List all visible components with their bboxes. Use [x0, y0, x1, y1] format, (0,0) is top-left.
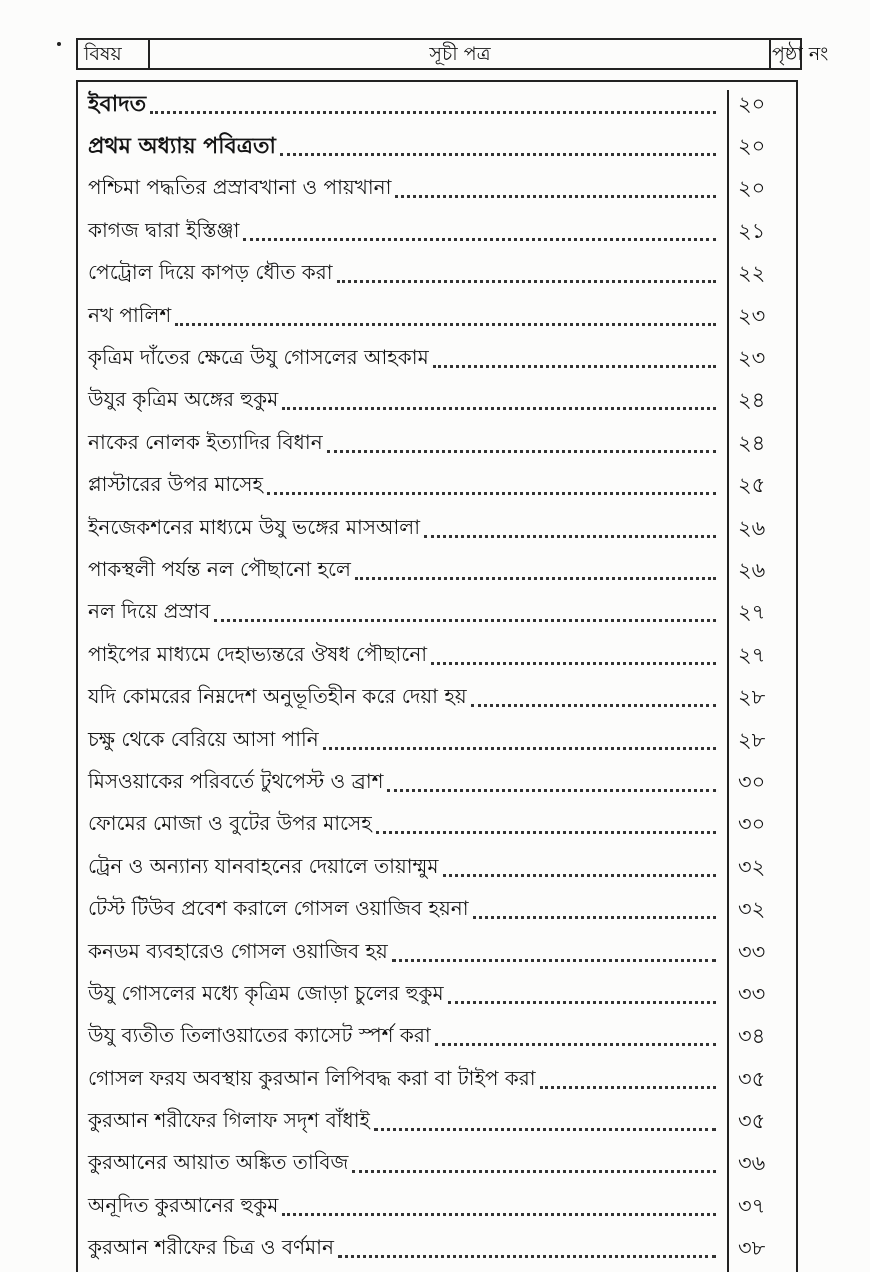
toc-entry: [88, 254, 798, 296]
toc-entry-page-number: ২০: [738, 91, 766, 116]
toc-entry-page-number: ২৪: [738, 388, 766, 413]
toc-entry-page-number: ৩৩: [738, 939, 766, 964]
toc-entry-page-number: ২৬: [738, 515, 766, 540]
toc-entry-title: অনূদিত কুরআনের হুকুম: [88, 1192, 279, 1217]
toc-entry-title-zone: [88, 809, 728, 842]
toc-entry-title: টেস্ট টিউব প্রবেশ করালে গোসল ওয়াজিব হয়না: [88, 896, 469, 921]
toc-entry: [88, 508, 798, 550]
toc-entry: [88, 550, 798, 592]
dot-leader: [267, 482, 716, 495]
toc-entry-page-number: ৩৩: [738, 981, 766, 1006]
toc-entry-title-zone: [88, 301, 728, 334]
toc-entry-title: পেট্রোল দিয়ে কাপড় ধৌত করা: [88, 260, 333, 285]
toc-entry-title-zone: [88, 1233, 728, 1266]
toc-entry: [88, 381, 798, 423]
toc-entry: [88, 1186, 798, 1228]
toc-entry-title-zone: [88, 1064, 728, 1097]
dot-leader: [471, 694, 716, 707]
toc-entry-title: নখ পালিশ: [88, 302, 172, 327]
dot-leader: [243, 228, 716, 241]
toc-entry-title-zone: [88, 87, 728, 124]
toc-entry-title: প্লাস্টারের উপর মাসেহ: [88, 472, 263, 497]
toc-entry-title: উযু গোসলের মধ্যে কৃত্রিম জোড়া চুলের হুকুম: [88, 980, 444, 1005]
toc-entry: [88, 932, 798, 974]
toc-entry: [88, 1101, 798, 1143]
toc-entry: [88, 126, 798, 168]
toc-entry-page-number: ৩৪: [738, 1024, 766, 1049]
dot-leader: [175, 313, 716, 326]
dot-leader: [355, 567, 716, 580]
toc-entry-title: মিসওয়াকের পরিবর্তে টুথপেস্ট ও ব্রাশ: [88, 768, 384, 793]
toc-entry: [88, 974, 798, 1016]
toc-entry: [88, 720, 798, 762]
toc-entry: [88, 1229, 798, 1271]
toc-entry-page-number: ২৮: [738, 727, 766, 752]
toc-entry-title: ইবাদত: [88, 91, 147, 117]
toc-entry-title-zone: [88, 470, 728, 503]
header-title: সূচী পত্র: [429, 43, 491, 65]
dot-leader: [473, 906, 716, 919]
margin-mark: [57, 42, 61, 46]
dot-leader: [392, 949, 716, 962]
dot-leader: [433, 355, 716, 368]
toc-entry-page-number: ২০: [738, 176, 766, 201]
header-subject-label: বিষয়: [84, 43, 122, 65]
header-page-label: পৃষ্ঠা নং: [772, 43, 829, 65]
toc-entry-title: গোসল ফরয অবস্থায় কুরআন লিপিবদ্ধ করা বা টাইপ করা: [88, 1065, 536, 1090]
dot-leader: [431, 652, 716, 665]
dot-leader: [387, 779, 716, 792]
toc-entry: [88, 423, 798, 465]
toc-entry-title: চক্ষু থেকে বেরিয়ে আসা পানি: [88, 726, 319, 751]
toc-entry-title: কুরআন শরীফের চিত্র ও বর্ণমান: [88, 1235, 334, 1260]
toc-entry-title-zone: [88, 173, 728, 206]
toc-entry-page-number: ৩০: [738, 812, 766, 837]
dot-leader: [435, 1033, 716, 1046]
toc-entry: [88, 635, 798, 677]
toc-entry-page-number: ২৩: [738, 346, 766, 371]
toc-entry-page-number: ২১: [738, 218, 766, 243]
dot-leader: [280, 143, 716, 156]
toc-entry-page-number: ৩২: [738, 854, 766, 879]
toc-entry-title-zone: [88, 1148, 728, 1181]
toc-entry-title: ট্রেন ও অন্যান্য যানবাহনের দেয়ালে তায়াম্মুম: [88, 853, 439, 878]
toc-entry: [88, 677, 798, 719]
toc-entry-title: পাইপের মাধ্যমে দেহাভ্যন্তরে ঔষধ পৌছানো: [88, 641, 428, 666]
toc-entry-page-number: ৩৬: [738, 1151, 766, 1176]
toc-entry: [88, 1017, 798, 1059]
toc-entry: [88, 1059, 798, 1101]
toc-entry: [88, 805, 798, 847]
toc-entry-page-number: ২৭: [738, 642, 766, 667]
toc-entry-page-number: ৩৫: [738, 1066, 766, 1091]
dot-leader: [374, 1118, 716, 1131]
toc-entry-title: উযু ব্যতীত তিলাওয়াতের ক্যাসেট স্পর্শ করা: [88, 1023, 431, 1048]
toc-entry-title-zone: [88, 937, 728, 970]
toc-entry-page-number: ২৪: [738, 430, 766, 455]
toc-entry-title-zone: [88, 852, 728, 885]
dot-leader: [338, 1245, 716, 1258]
toc-entry-title-zone: [88, 682, 728, 715]
dot-leader: [337, 270, 716, 283]
toc-entry-title-zone: [88, 767, 728, 800]
toc-entry-title-zone: [88, 597, 728, 630]
toc-entry: [88, 889, 798, 931]
toc-entry-title: যদি কোমরের নিম্নদেশ অনুভূতিহীন করে দেয়া হয়: [88, 684, 467, 709]
toc-entry-title: কৃত্রিম দাঁতের ক্ষেত্রে উযু গোসলের আহকাম: [88, 345, 429, 370]
toc-entry: [88, 338, 798, 380]
toc-entry-page-number: ২৮: [738, 685, 766, 710]
toc-entry: [88, 1144, 798, 1186]
toc-entry-title-zone: [88, 725, 728, 758]
toc-entry-title-zone: [88, 513, 728, 546]
toc-entry-title: নল দিয়ে প্রস্রাব: [88, 599, 211, 624]
toc-entry-title: কাগজ দ্বারা ইস্তিঞ্জা: [88, 217, 240, 242]
dot-leader: [327, 440, 716, 453]
toc-entry-page-number: ৩৭: [738, 1193, 766, 1218]
toc-entry: [88, 762, 798, 804]
toc-entry: [88, 169, 798, 211]
toc-entry-page-number: ৩৫: [738, 1109, 766, 1134]
toc-entry-title-zone: [88, 1021, 728, 1054]
dot-leader: [448, 991, 716, 1004]
toc-entry-page-number: ৩০: [738, 769, 766, 794]
dot-leader: [424, 525, 716, 538]
toc-entry-page-number: ৩৮: [738, 1236, 766, 1261]
toc-entry-title: পাকস্থলী পর্যন্ত নল পৌছানো হলে: [88, 556, 351, 581]
toc-entry: [88, 466, 798, 508]
toc-entry-page-number: ৩২: [738, 897, 766, 922]
dot-leader: [395, 185, 716, 198]
toc-entry-title-zone: [88, 343, 728, 376]
toc-entry-title-zone: [88, 428, 728, 461]
toc-entry-page-number: ২০: [738, 134, 766, 159]
toc-entry-title-zone: [88, 216, 728, 249]
toc-entry: [88, 593, 798, 635]
toc-entry-title: উযুর কৃত্রিম অঙ্গের হুকুম: [88, 387, 279, 412]
dot-leader: [376, 821, 716, 834]
toc-entry-title-zone: [88, 258, 728, 291]
toc-entry-page-number: ২৬: [738, 557, 766, 582]
toc-entry-title: প্রথম অধ্যায় পবিত্রতা: [88, 134, 276, 160]
toc-entry-title-zone: [88, 555, 728, 588]
toc-entry: [88, 211, 798, 253]
toc-entry-title-zone: [88, 640, 728, 673]
dot-leader: [352, 1160, 716, 1173]
toc-entry-title: নাকের নোলক ইত্যাদির বিধান: [88, 429, 323, 454]
toc-entry-title: কনডম ব্যবহারেও গোসল ওয়াজিব হয়: [88, 938, 388, 963]
toc-entry-page-number: ২৭: [738, 600, 766, 625]
toc-entry-page-number: ২৩: [738, 303, 766, 328]
dot-leader: [282, 1203, 716, 1216]
dot-leader: [282, 397, 716, 410]
toc-entry-page-number: ২২: [738, 261, 766, 286]
toc-list: [88, 84, 798, 1271]
toc-entry-title: পশ্চিমা পদ্ধতির প্রস্রাবখানা ও পায়খানা: [88, 175, 392, 200]
toc-entry-title: কুরআনের আয়াত অঙ্কিত তাবিজ: [88, 1150, 349, 1175]
dot-leader: [150, 101, 716, 114]
toc-entry-title: কুরআন শরীফের গিলাফ সদৃশ বাঁধাই: [88, 1108, 370, 1133]
toc-entry-title: ফোমের মোজা ও বুটের উপর মাসেহ: [88, 811, 372, 836]
toc-entry-page-number: ২৫: [738, 473, 766, 498]
dot-leader: [323, 737, 716, 750]
toc-entry-title-zone: [88, 1191, 728, 1224]
dot-leader: [214, 609, 716, 622]
toc-entry: [88, 847, 798, 889]
header-divider: [769, 40, 771, 68]
toc-entry-title-zone: [88, 385, 728, 418]
toc-entry-title-zone: [88, 894, 728, 927]
toc-entry-title-zone: [88, 129, 728, 166]
dot-leader: [443, 864, 716, 877]
toc-entry: [88, 296, 798, 338]
toc-entry-title-zone: [88, 979, 728, 1012]
toc-entry-title-zone: [88, 1106, 728, 1139]
toc-entry-title: ইনজেকশনের মাধ্যমে উযু ভঙ্গের মাসআলা: [88, 514, 421, 539]
dot-leader: [540, 1076, 716, 1089]
toc-header-row: [76, 38, 829, 70]
toc-entry: [88, 84, 798, 126]
